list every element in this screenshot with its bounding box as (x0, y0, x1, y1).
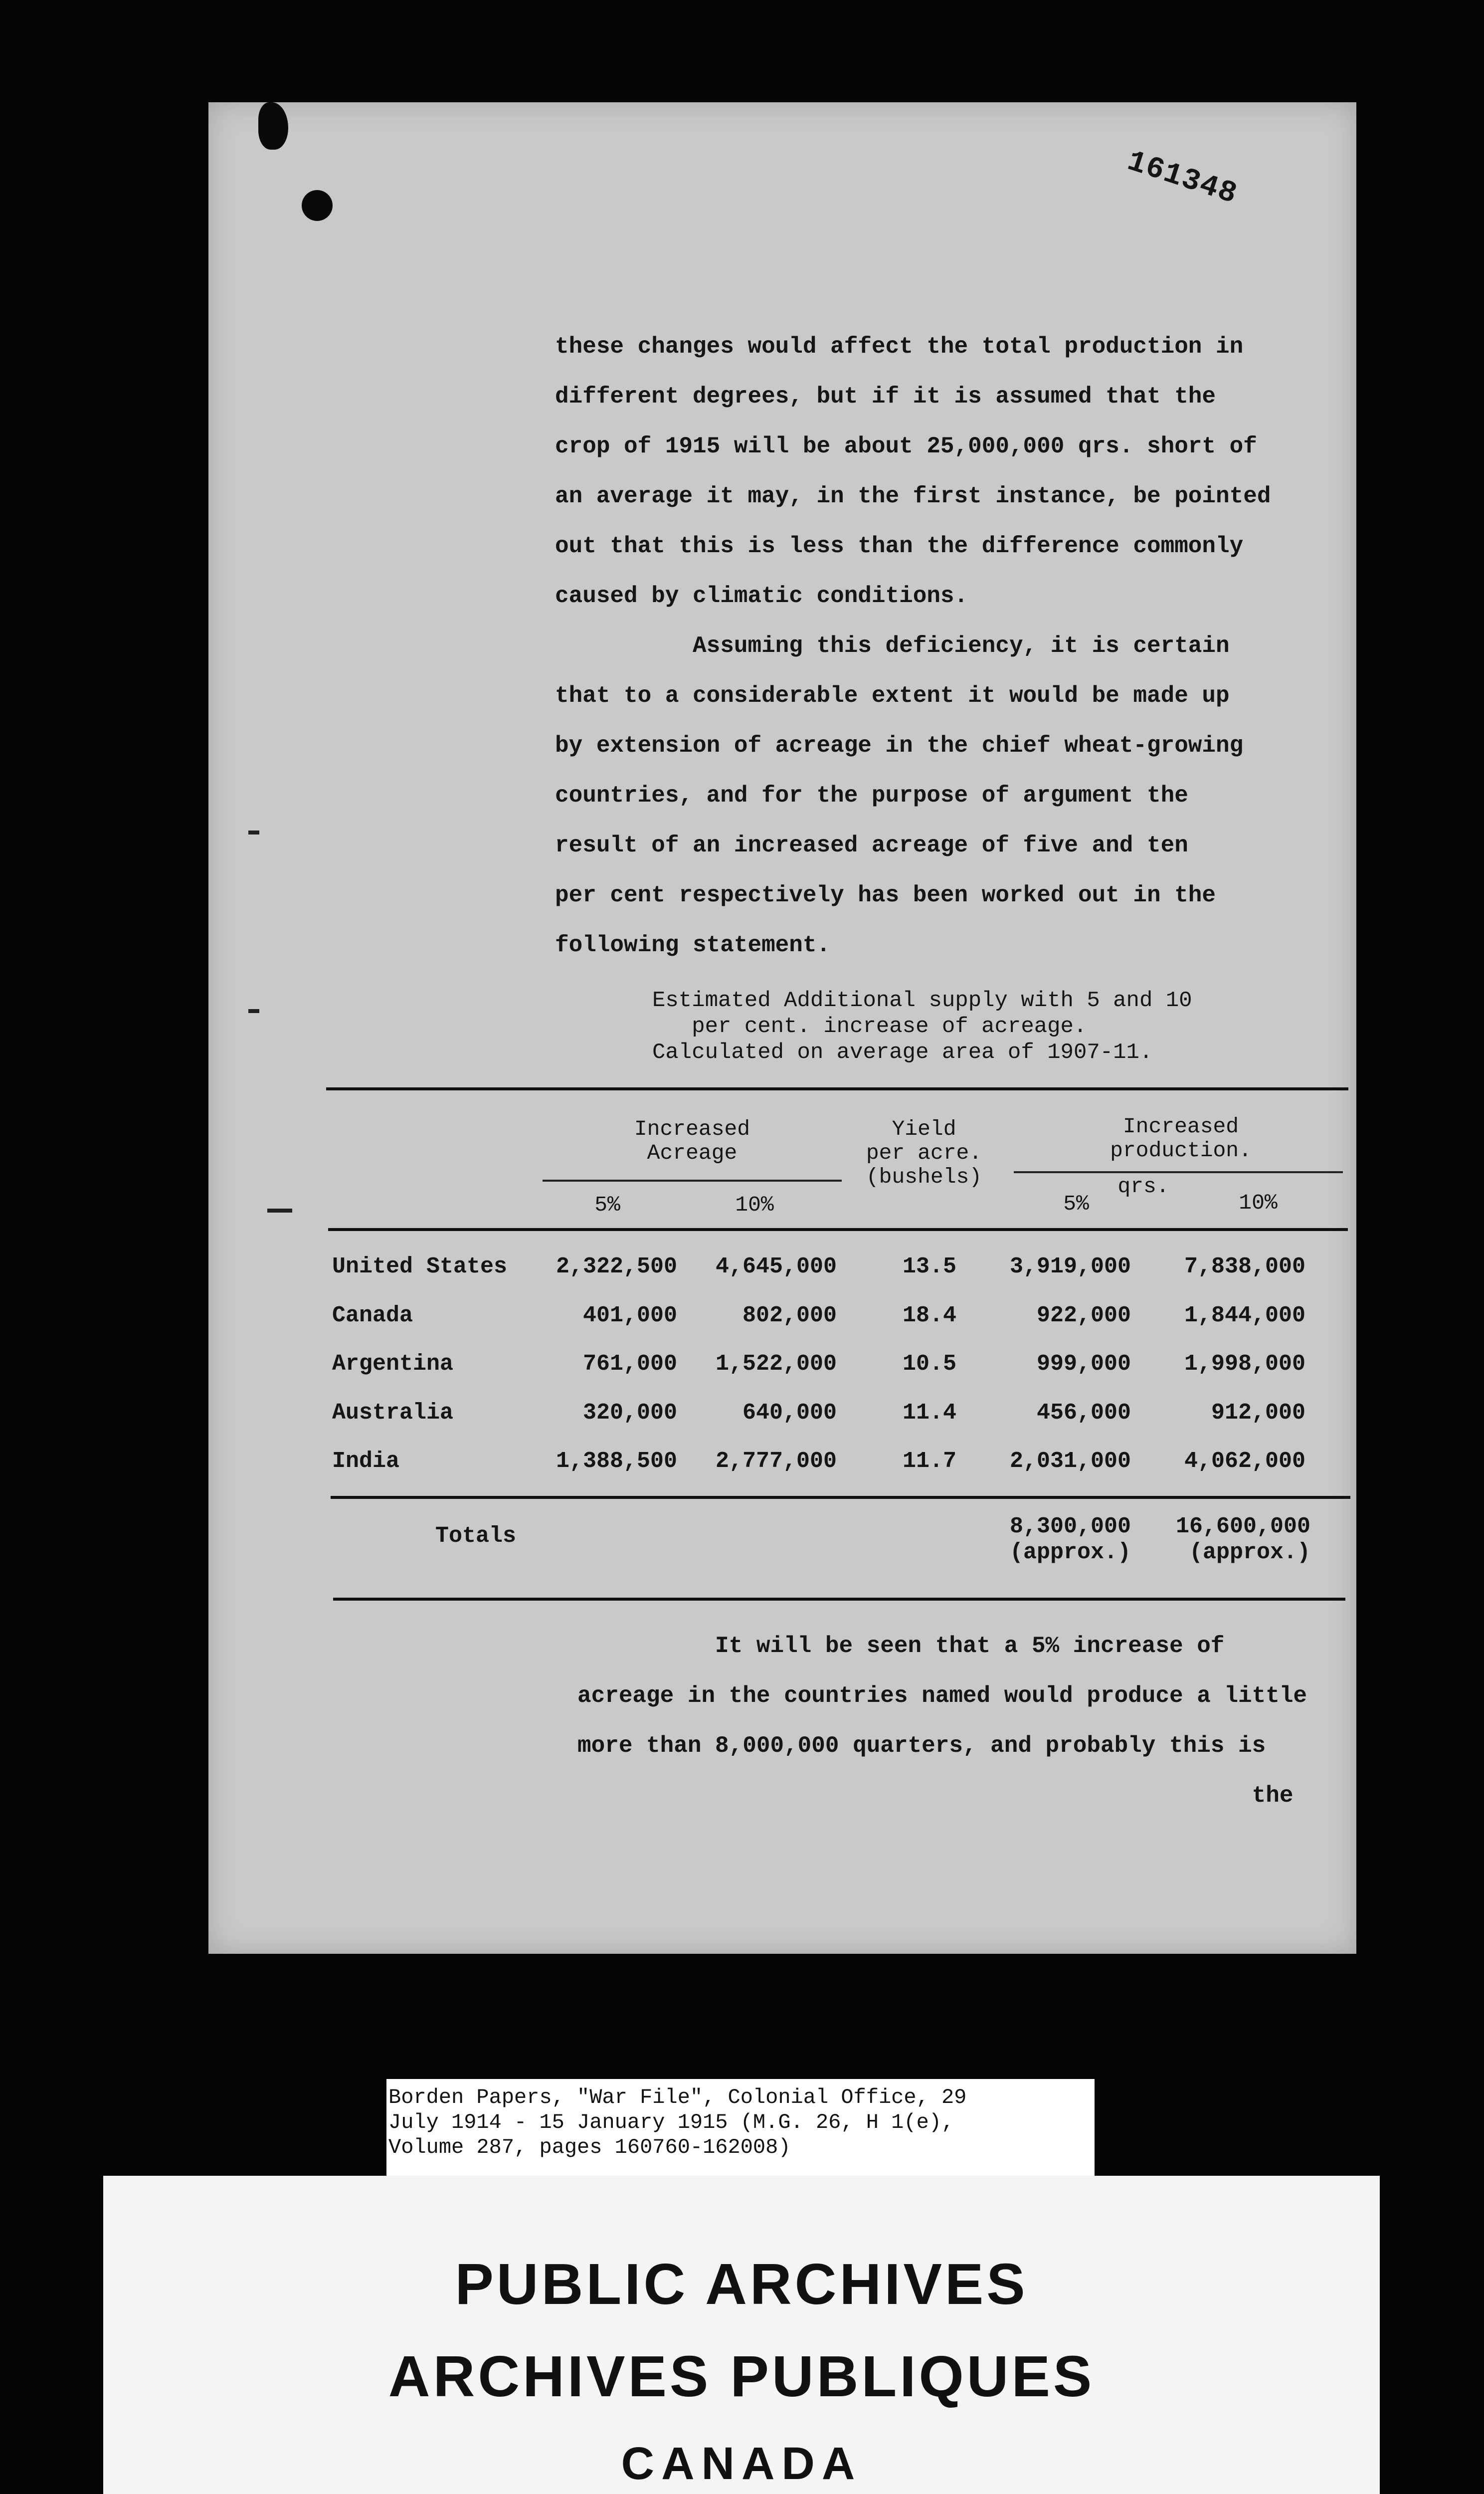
margin-mark (248, 831, 259, 834)
row-prod5: 3,919,000 (1009, 1254, 1131, 1279)
ink-blot-mark (258, 102, 288, 150)
row-acre10: 4,645,000 (715, 1254, 837, 1279)
row-acre5: 320,000 (582, 1400, 677, 1426)
row-country: Canada (332, 1303, 413, 1328)
header-acre-5pct: 5% (594, 1193, 620, 1217)
row-prod10: 7,838,000 (1184, 1254, 1305, 1279)
table-top-rule (326, 1087, 1348, 1090)
closing-paragraph: It will be seen that a 5% increase of acreage in the countries named would produce a little more than 8,000,000 quarters, and probably this is the (577, 1633, 1307, 1809)
row-yield: 11.4 (902, 1400, 956, 1426)
row-acre10: 640,000 (742, 1400, 837, 1426)
row-prod5: 2,031,000 (1009, 1449, 1131, 1474)
row-prod5: 999,000 (1036, 1351, 1131, 1377)
totals-prod5: 8,300,000 (approx.) (1009, 1514, 1131, 1565)
row-yield: 18.4 (902, 1303, 956, 1328)
archives-title-fr: ARCHIVES PUBLIQUES (388, 2344, 1095, 2409)
row-prod10: 4,062,000 (1184, 1449, 1305, 1474)
citation-label: Borden Papers, "War File", Colonial Office, 29 July 1914 - 15 January 1915 (M.G. 26, H 1(e), Volume 287, pages 160760-162008) (386, 2079, 1095, 2179)
row-acre5: 1,388,500 (556, 1449, 677, 1474)
row-country: India (332, 1449, 400, 1474)
header-yield: Yield per acre. (bushels) (866, 1117, 982, 1189)
header-prod-10pct: 10% (1239, 1191, 1278, 1215)
document-page (208, 102, 1356, 1954)
archives-title-en: PUBLIC ARCHIVES (455, 2252, 1028, 2316)
totals-label: Totals (435, 1523, 517, 1549)
header-prod-5pct: 5% (1063, 1192, 1089, 1216)
row-yield: 10.5 (902, 1351, 956, 1377)
totals-top-rule (331, 1496, 1350, 1499)
row-acre10: 802,000 (742, 1303, 837, 1328)
row-acre5: 761,000 (582, 1351, 677, 1377)
archives-card (103, 2176, 1380, 2494)
margin-mark (248, 1009, 259, 1013)
acreage-underline (543, 1180, 842, 1182)
totals-prod10: 16,600,000 (approx.) (1175, 1514, 1310, 1565)
table-bottom-rule (333, 1598, 1345, 1601)
row-country: Australia (332, 1400, 454, 1426)
table-caption: Estimated Additional supply with 5 and 10 per cent. increase of acreage. Calculated on average area of 1907-11. (652, 988, 1192, 1065)
row-acre5: 401,000 (582, 1303, 677, 1328)
archives-country: CANADA (621, 2438, 862, 2489)
header-increased-acreage: Increased Acreage (634, 1117, 750, 1165)
row-prod10: 1,844,000 (1184, 1303, 1305, 1328)
header-bottom-rule (328, 1228, 1348, 1231)
row-country: United States (332, 1254, 508, 1279)
row-acre10: 2,777,000 (715, 1449, 837, 1474)
row-yield: 13.5 (902, 1254, 956, 1279)
header-unit: qrs. (1117, 1174, 1169, 1199)
row-prod10: 912,000 (1211, 1400, 1305, 1426)
page-number: 161348 (1122, 145, 1242, 212)
margin-mark (267, 1209, 292, 1213)
row-acre5: 2,322,500 (556, 1254, 677, 1279)
body-paragraph: these changes would affect the total production in different degrees, but if it is assumed that the crop of 1915 will be about 25,000,000 qrs. short of an average it may, in the first instance, be pointed out that this is less than the difference commonly caused by climatic conditions. Assuming this deficiency, it is certain that to a considerable extent it would be made up by extension of acreage in the chief wheat-growing countries, and for the purpose of argument the result of an increased acreage of five and ten per cent respectively has been worked out in the following statement. (555, 334, 1271, 958)
row-country: Argentina (332, 1351, 454, 1377)
row-prod5: 456,000 (1036, 1400, 1131, 1426)
punch-hole (302, 190, 333, 221)
header-increased-production: Increased production. (1110, 1114, 1252, 1163)
row-yield: 11.7 (902, 1449, 956, 1474)
row-prod5: 922,000 (1036, 1303, 1131, 1328)
row-acre10: 1,522,000 (715, 1351, 837, 1377)
production-underline (1014, 1171, 1343, 1173)
header-acre-10pct: 10% (735, 1193, 774, 1217)
row-prod10: 1,998,000 (1184, 1351, 1305, 1377)
